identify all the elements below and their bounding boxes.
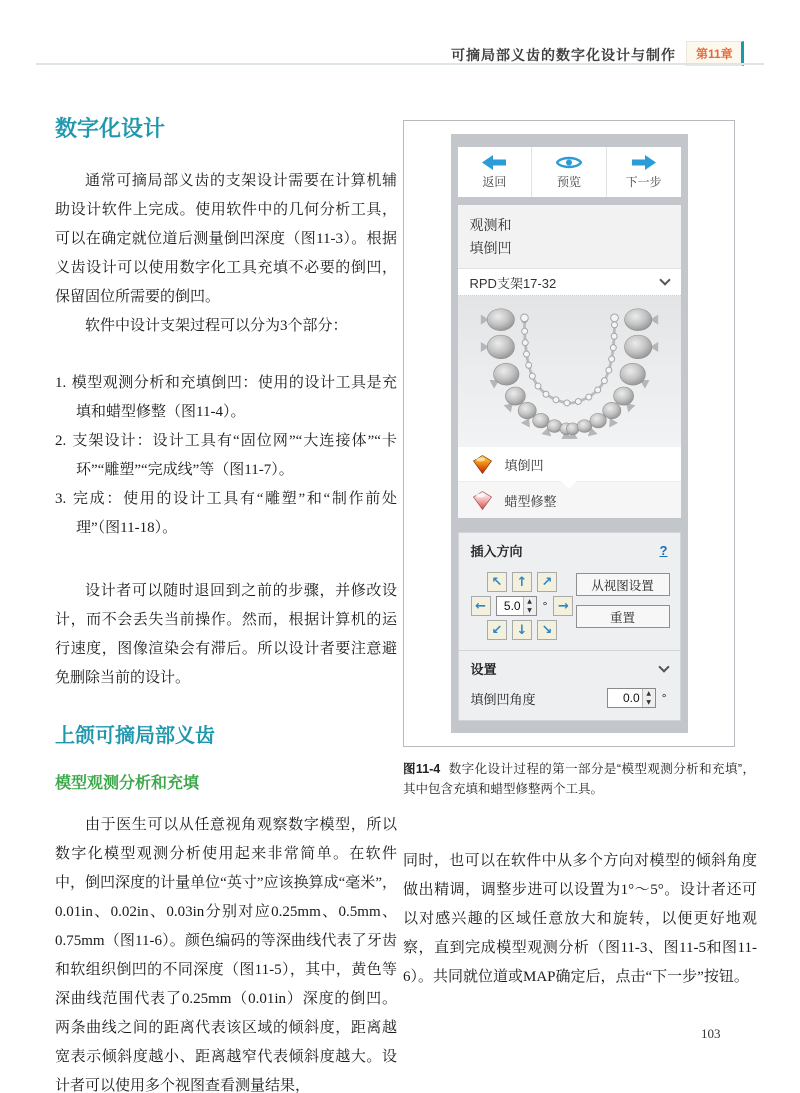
- paragraph: 设计者可以随时退回到之前的步骤，并修改设计，而不会丢失当前操作。然而，根据计算机的运行速度，图像渲染会有滞后。所以设计者要注意避免删除当前的设计。: [55, 583, 397, 686]
- degree-sign: °: [542, 599, 548, 613]
- preview-button[interactable]: 预览: [531, 147, 606, 197]
- fill-angle-spinner[interactable]: [607, 688, 656, 708]
- next-arrow-icon: [632, 155, 656, 170]
- fill-angle-label: 填倒凹角度: [470, 691, 536, 707]
- header-rule: [36, 63, 764, 65]
- set-from-view-button[interactable]: 从视图设置: [576, 573, 670, 596]
- step-down-icon[interactable]: ▼: [524, 606, 536, 615]
- figure-11-4: [403, 120, 735, 747]
- direction-button-grid: [469, 568, 576, 640]
- degree-sign: °: [661, 691, 667, 705]
- rpd-software-panel: [451, 134, 688, 733]
- running-head: 可摘局部义齿的数字化设计与制作: [451, 47, 676, 63]
- fill-angle-row: [459, 682, 680, 720]
- angle-step-spinner[interactable]: [496, 596, 537, 616]
- angle-step-value[interactable]: 5.0: [503, 599, 521, 613]
- back-button[interactable]: 返回: [458, 147, 532, 197]
- step-up-icon[interactable]: ▲: [524, 597, 536, 606]
- right-column: [403, 120, 760, 992]
- tilt-down-button[interactable]: ↓: [512, 620, 532, 640]
- paragraph: 通常可摘局部义齿的支架设计需要在计算机辅助设计软件上完成。使用软件中的几何分析工具，可以在确定就位道后测量倒凹深度（图11-3）。根据义齿设计可以使用数字化工具充填不必要的倒凹，保留固位所需要的倒凹。: [55, 173, 397, 305]
- figure-caption-label: 图11-4: [403, 762, 441, 776]
- tool-fill-undercut[interactable]: 填倒凹: [458, 447, 681, 481]
- page-number: 103: [701, 1026, 721, 1041]
- teeth-arch-image: [458, 296, 681, 447]
- panel-title: 观测和 填倒凹: [458, 205, 681, 268]
- settings-panel: [459, 650, 680, 720]
- section-title-digital-design: 数字化设计: [55, 116, 166, 141]
- paragraph: 软件中设计支架过程可以分为3个部分：: [85, 318, 348, 334]
- ui-toolbar: [458, 147, 681, 197]
- settings-header[interactable]: 设置: [459, 651, 680, 682]
- paragraph: 同时，也可以在软件中从多个方向对模型的倾斜角度做出精调，调整步进可以设置为1°～5°。设计者还可以对感兴趣的区域任意放大和旋转，以便更好地观察，直到完成模型观测分析（图11-3、图11-5和图11-6）。共同就位道或MAP确定后，点击“下一步”按钮。: [403, 853, 757, 985]
- chevron-down-icon: [658, 661, 669, 672]
- list-item: 1. 模型观测分析和充填倒凹：使用的设计工具是充填和蜡型修整（图11-4）。: [55, 375, 397, 420]
- rpd-case-selector[interactable]: RPD支架17-32: [458, 268, 681, 295]
- subsection-title-survey-fill: 模型观测分析和充填: [55, 775, 200, 792]
- help-icon[interactable]: ?: [659, 543, 668, 558]
- chevron-down-icon: [659, 274, 670, 285]
- tilt-down-right-button[interactable]: ↘: [537, 620, 557, 640]
- ui-main-panel: [458, 205, 681, 518]
- paragraph: 由于医生可以从任意视角观察数字模型，所以数字化模型观测分析使用起来非常简单。在软件中，倒凹深度的计量单位“英寸”应该换算成“毫米”，0.01in、0.02in、0.03in分别对应0.25mm、0.5mm、0.75mm（图11-6）。颜色编码的等深曲线代表了牙齿和软组织倒凹的不同深度（图11-5），其中，黄色等深曲线范围代表了0.25mm（0.01in）深度的倒凹。两条曲线之间的距离代表该区域的倾斜度，距离越宽表示倾斜度越小、距离越窄代表倾斜度越大。设计者可以使用多个视图查看测量结果，: [55, 817, 397, 1093]
- fill-angle-stepper: [642, 689, 655, 707]
- reset-button[interactable]: 重置: [576, 605, 670, 628]
- fill-undercut-gem-icon: [472, 455, 493, 474]
- insertion-direction-body: [459, 564, 680, 650]
- eye-icon: [556, 155, 582, 170]
- step-up-icon[interactable]: ▲: [643, 689, 655, 698]
- list-item: 3. 完成：使用的设计工具有“雕塑”和“制作前处理”（图11-18）。: [55, 491, 397, 536]
- left-column: [55, 112, 397, 1093]
- insertion-direction-header: 插入方向 ?: [470, 543, 668, 559]
- back-arrow-icon: [482, 155, 506, 170]
- wax-trim-gem-icon: [472, 491, 493, 510]
- section-title-maxillary-rpd: 上颌可摘局部义齿: [55, 725, 215, 747]
- tilt-up-right-button[interactable]: ↗: [537, 572, 557, 592]
- tilt-up-left-button[interactable]: ↖: [487, 572, 507, 592]
- teeth-arch-selector[interactable]: [458, 295, 681, 447]
- selected-notch: [560, 480, 578, 489]
- tilt-up-button[interactable]: ↑: [512, 572, 532, 592]
- figure-caption: 图11-4 数字化设计过程的第一部分是“模型观测分析和充填”，其中包含充填和蜡型修整两个工具。: [403, 762, 755, 796]
- angle-step-stepper: [523, 597, 536, 615]
- tool-wax-trim[interactable]: 蜡型修整: [458, 481, 681, 518]
- list-item: 2. 支架设计：设计工具有“固位网”“大连接体”“卡环”“雕塑”“完成线”等（图11-7）。: [55, 433, 397, 478]
- fill-angle-value[interactable]: 0.0: [623, 691, 640, 705]
- numbered-list: [55, 369, 397, 543]
- next-button[interactable]: 下一步: [606, 147, 681, 197]
- insertion-actions: [576, 568, 670, 640]
- step-down-icon[interactable]: ▼: [643, 698, 655, 707]
- tilt-left-button[interactable]: ←: [471, 596, 491, 616]
- tilt-down-left-button[interactable]: ↙: [487, 620, 507, 640]
- insertion-direction-panel: [458, 532, 681, 721]
- tilt-right-button[interactable]: →: [553, 596, 573, 616]
- chapter-badge: 第11章: [686, 41, 744, 66]
